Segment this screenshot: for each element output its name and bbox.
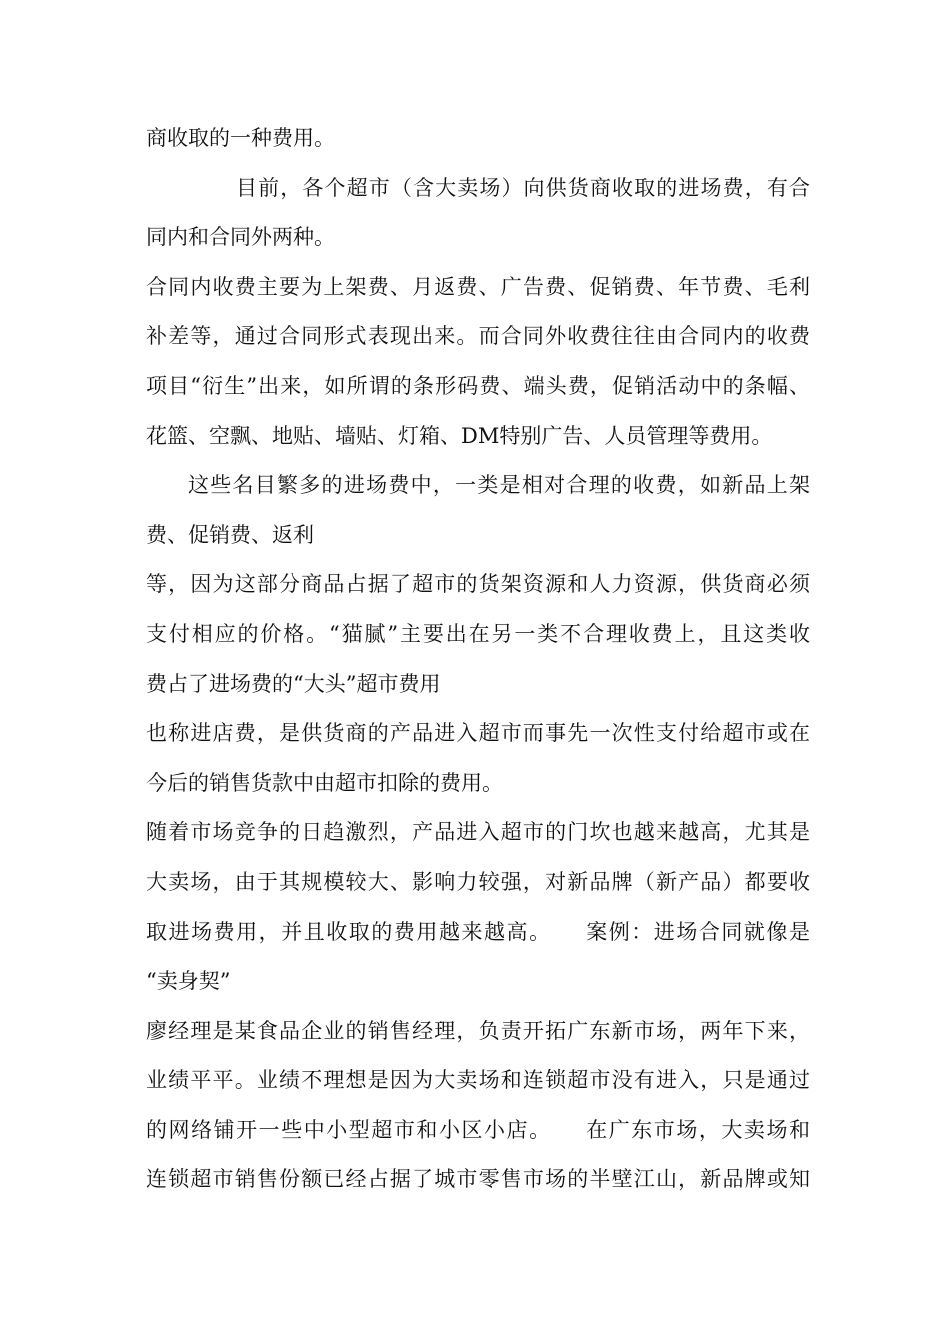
text-line: 这些名目繁多的进场费中，一类是相对合理的收费，如新品上架: [188, 473, 810, 498]
text-line: 项目“衍生”出来，如所谓的条形码费、端头费，促销活动中的条幅、: [146, 373, 810, 398]
text-line: 也称进店费，是供货商的产品进入超市而事先一次性支付给超市或在: [146, 721, 810, 746]
text-line: 等，因为这部分商品占据了超市的货架资源和人力资源，供货商必须: [146, 572, 810, 597]
text-line: 连锁超市销售份额已经占据了城市零售市场的半壁江山，新品牌或知: [146, 1167, 810, 1192]
text-line: 商收取的一种费用。: [146, 126, 335, 150]
text-line: 廖经理是某食品企业的销售经理，负责开拓广东新市场，两年下来，: [146, 1018, 810, 1043]
text-line: 取进场费用，并且收取的费用越来越高。 案例：进场合同就像是: [146, 919, 810, 944]
text-line: “卖身契”: [146, 969, 231, 994]
text-line: 的网络铺开一些中小型超市和小区小店。 在广东市场，大卖场和: [146, 1117, 810, 1142]
text-line: 补差等，通过合同形式表现出来。而合同外收费往往由合同内的收费: [146, 324, 810, 349]
document-body: [146, 114, 810, 1205]
text-line: 费占了进场费的“大头”超市费用: [146, 671, 441, 696]
text-line: 费、促销费、返利: [146, 522, 314, 547]
text-line: 今后的销售货款中由超市扣除的费用。: [146, 770, 503, 795]
text-line: 随着市场竞争的日趋激烈，产品进入超市的门坎也越来越高，尤其是: [146, 820, 810, 845]
text-line: 大卖场，由于其规模较大、影响力较强，对新品牌（新产品）都要收: [146, 869, 810, 894]
text-line: 目前，各个超市（含大卖场）向供货商收取的进场费，有合: [236, 175, 810, 200]
text-line: 合同内收费主要为上架费、月返费、广告费、促销费、年节费、毛利: [146, 274, 810, 299]
text-line: 花篮、空飘、地贴、墙贴、灯箱、DM特别广告、人员管理等费用。: [146, 423, 773, 448]
text-line: 业绩平平。业绩不理想是因为大卖场和连锁超市没有进入，只是通过: [146, 1068, 810, 1093]
text-line: 支付相应的价格。“猫腻”主要出在另一类不合理收费上，且这类收: [146, 621, 810, 646]
text-line: 同内和合同外两种。: [146, 225, 335, 250]
